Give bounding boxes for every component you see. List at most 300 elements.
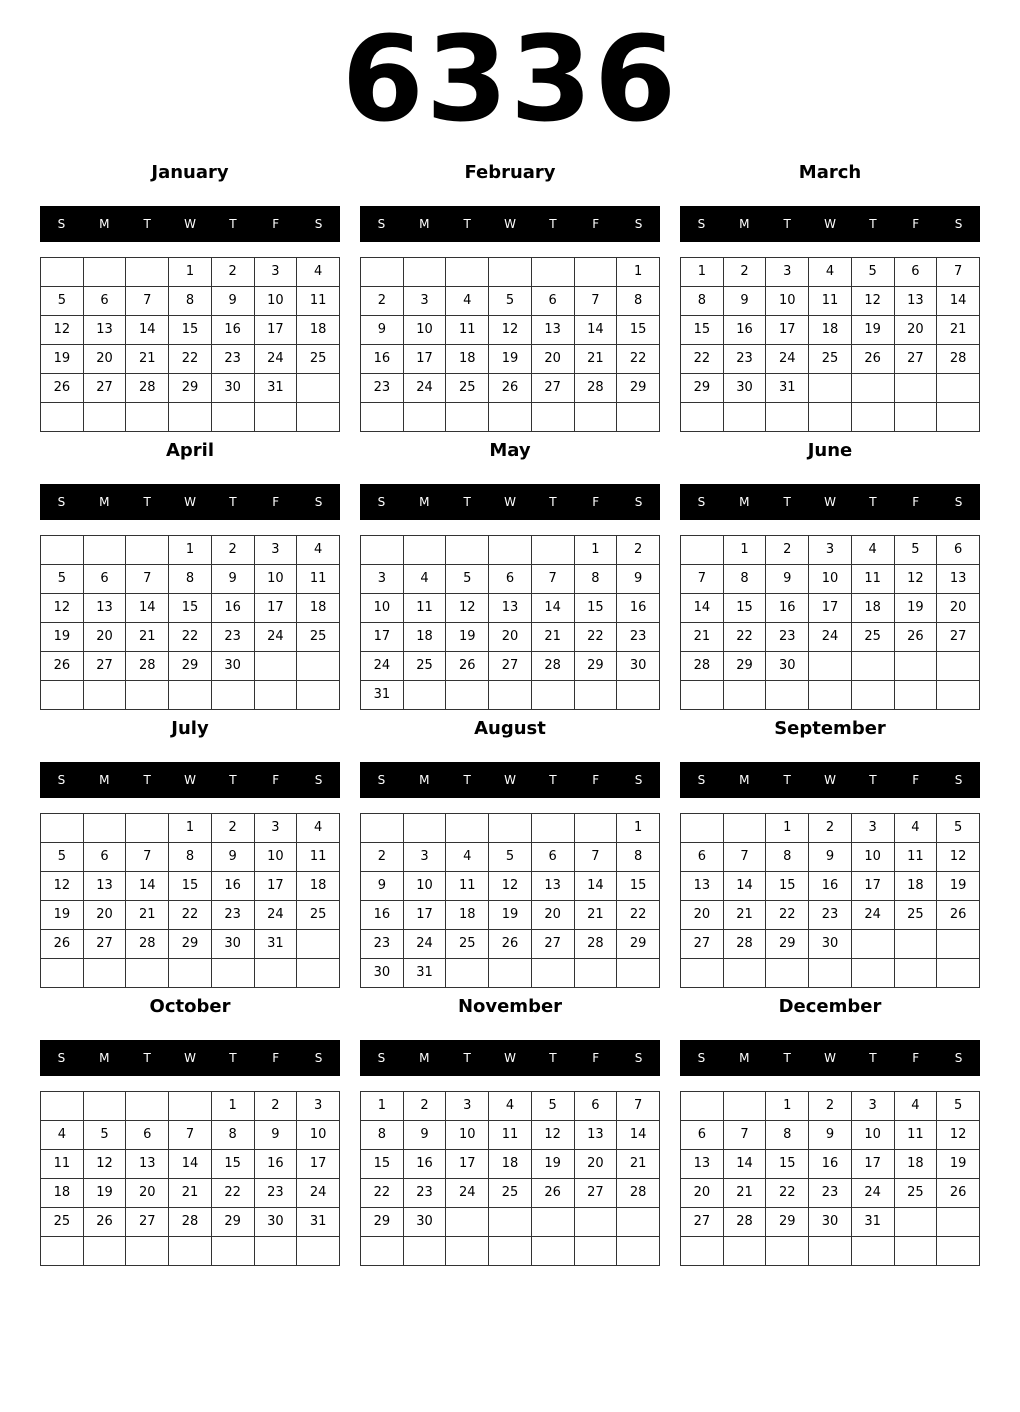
day-cell: 2 bbox=[211, 814, 254, 843]
day-cell: 5 bbox=[851, 258, 894, 287]
day-cell: 3 bbox=[403, 287, 446, 316]
day-cell: 7 bbox=[574, 287, 617, 316]
day-cell: 16 bbox=[809, 1150, 852, 1179]
day-cell: 8 bbox=[169, 843, 212, 872]
day-cell: 23 bbox=[723, 345, 766, 374]
day-cell: 11 bbox=[894, 1121, 937, 1150]
week-row bbox=[681, 287, 980, 316]
day-cell: 7 bbox=[681, 565, 724, 594]
day-cell: 30 bbox=[361, 959, 404, 988]
day-cell bbox=[531, 258, 574, 287]
week-row bbox=[361, 403, 660, 432]
day-cell bbox=[361, 403, 404, 432]
weekday-header bbox=[680, 762, 980, 798]
weekday-label: W bbox=[504, 217, 516, 231]
day-cell: 16 bbox=[617, 594, 660, 623]
day-cell bbox=[851, 652, 894, 681]
day-cell: 18 bbox=[297, 316, 340, 345]
day-cell bbox=[169, 403, 212, 432]
weekday-label: S bbox=[634, 495, 643, 509]
day-cell: 14 bbox=[126, 872, 169, 901]
month-name: January bbox=[151, 162, 229, 183]
day-cell: 24 bbox=[809, 623, 852, 652]
week-row bbox=[681, 1121, 980, 1150]
day-cell: 30 bbox=[211, 374, 254, 403]
day-cell: 21 bbox=[574, 345, 617, 374]
day-cell: 16 bbox=[211, 316, 254, 345]
day-cell: 16 bbox=[361, 345, 404, 374]
weekday-label: S bbox=[377, 217, 386, 231]
day-cell bbox=[41, 536, 84, 565]
month-name: November bbox=[457, 996, 563, 1017]
day-cell bbox=[169, 681, 212, 710]
day-cell bbox=[403, 403, 446, 432]
day-cell bbox=[83, 536, 126, 565]
day-cell bbox=[723, 959, 766, 988]
week-row bbox=[361, 843, 660, 872]
day-cell: 12 bbox=[83, 1150, 126, 1179]
day-cell: 13 bbox=[83, 316, 126, 345]
day-cell: 8 bbox=[617, 843, 660, 872]
day-cell: 31 bbox=[254, 374, 297, 403]
day-cell: 3 bbox=[361, 565, 404, 594]
day-cell: 4 bbox=[446, 843, 489, 872]
day-cell: 2 bbox=[809, 814, 852, 843]
day-cell: 23 bbox=[617, 623, 660, 652]
weekday-label: S bbox=[57, 1051, 66, 1065]
day-cell: 17 bbox=[851, 872, 894, 901]
weekday-header bbox=[40, 1040, 340, 1076]
day-cell: 4 bbox=[446, 287, 489, 316]
week-row bbox=[41, 1121, 340, 1150]
day-cell bbox=[574, 814, 617, 843]
day-cell: 24 bbox=[851, 1179, 894, 1208]
day-cell: 28 bbox=[574, 930, 617, 959]
day-cell: 4 bbox=[297, 258, 340, 287]
day-cell: 26 bbox=[83, 1208, 126, 1237]
day-cell: 10 bbox=[446, 1121, 489, 1150]
day-cell: 21 bbox=[617, 1150, 660, 1179]
day-cell: 19 bbox=[41, 623, 84, 652]
day-cell: 1 bbox=[766, 1092, 809, 1121]
week-row bbox=[681, 316, 980, 345]
week-row bbox=[41, 843, 340, 872]
day-cell: 21 bbox=[723, 1179, 766, 1208]
week-row bbox=[41, 287, 340, 316]
day-cell bbox=[489, 403, 532, 432]
day-cell: 3 bbox=[254, 536, 297, 565]
weekday-label: T bbox=[229, 1051, 237, 1065]
day-cell: 4 bbox=[851, 536, 894, 565]
day-cell bbox=[531, 1208, 574, 1237]
day-cell: 19 bbox=[531, 1150, 574, 1179]
day-cell bbox=[403, 258, 446, 287]
week-row bbox=[361, 374, 660, 403]
day-cell: 29 bbox=[681, 374, 724, 403]
weekday-label: W bbox=[504, 1051, 516, 1065]
weekday-label: W bbox=[504, 495, 516, 509]
weekday-header bbox=[360, 1040, 660, 1076]
day-cell bbox=[126, 1237, 169, 1266]
day-cell bbox=[403, 536, 446, 565]
weekday-label: T bbox=[869, 217, 877, 231]
day-cell bbox=[297, 374, 340, 403]
day-cell: 1 bbox=[169, 814, 212, 843]
weekday-label: T bbox=[143, 495, 151, 509]
day-cell: 11 bbox=[297, 287, 340, 316]
day-cell: 17 bbox=[446, 1150, 489, 1179]
day-cell: 13 bbox=[531, 872, 574, 901]
week-row bbox=[361, 1237, 660, 1266]
day-cell: 26 bbox=[41, 652, 84, 681]
day-cell: 5 bbox=[489, 843, 532, 872]
day-cell: 26 bbox=[937, 901, 980, 930]
day-cell: 18 bbox=[297, 872, 340, 901]
day-cell bbox=[617, 959, 660, 988]
week-row bbox=[681, 374, 980, 403]
day-cell: 10 bbox=[766, 287, 809, 316]
day-cell: 11 bbox=[297, 843, 340, 872]
day-grid bbox=[680, 813, 980, 988]
weekday-label: W bbox=[184, 217, 196, 231]
day-cell bbox=[937, 1208, 980, 1237]
weekday-header bbox=[360, 206, 660, 242]
day-cell: 10 bbox=[851, 843, 894, 872]
week-row bbox=[361, 959, 660, 988]
day-cell: 27 bbox=[937, 623, 980, 652]
day-cell: 3 bbox=[809, 536, 852, 565]
day-cell: 7 bbox=[126, 287, 169, 316]
day-cell: 26 bbox=[489, 374, 532, 403]
day-cell: 3 bbox=[254, 258, 297, 287]
week-row bbox=[41, 1150, 340, 1179]
day-cell: 21 bbox=[574, 901, 617, 930]
day-cell: 6 bbox=[83, 287, 126, 316]
day-cell bbox=[489, 1237, 532, 1266]
day-cell: 6 bbox=[83, 565, 126, 594]
week-row bbox=[681, 1092, 980, 1121]
day-cell bbox=[574, 258, 617, 287]
day-cell: 28 bbox=[723, 1208, 766, 1237]
day-cell: 25 bbox=[489, 1179, 532, 1208]
week-row bbox=[361, 287, 660, 316]
day-cell bbox=[937, 681, 980, 710]
day-cell: 1 bbox=[766, 814, 809, 843]
day-cell: 4 bbox=[809, 258, 852, 287]
week-row bbox=[681, 1179, 980, 1208]
day-cell: 31 bbox=[766, 374, 809, 403]
day-cell: 3 bbox=[851, 1092, 894, 1121]
weekday-label: S bbox=[377, 773, 386, 787]
day-cell: 26 bbox=[894, 623, 937, 652]
day-cell: 24 bbox=[851, 901, 894, 930]
day-cell: 20 bbox=[83, 623, 126, 652]
weekday-label: T bbox=[783, 773, 791, 787]
day-cell bbox=[254, 403, 297, 432]
week-row bbox=[41, 258, 340, 287]
day-cell: 5 bbox=[531, 1092, 574, 1121]
week-row bbox=[41, 536, 340, 565]
day-cell: 14 bbox=[681, 594, 724, 623]
week-row bbox=[681, 930, 980, 959]
day-cell: 8 bbox=[681, 287, 724, 316]
day-cell bbox=[41, 1237, 84, 1266]
week-row bbox=[681, 565, 980, 594]
day-cell: 13 bbox=[574, 1121, 617, 1150]
day-cell: 19 bbox=[489, 901, 532, 930]
day-cell: 9 bbox=[809, 843, 852, 872]
day-cell: 24 bbox=[297, 1179, 340, 1208]
day-cell: 14 bbox=[723, 1150, 766, 1179]
day-cell: 26 bbox=[937, 1179, 980, 1208]
day-cell: 28 bbox=[126, 652, 169, 681]
week-row bbox=[361, 345, 660, 374]
day-cell: 7 bbox=[723, 1121, 766, 1150]
day-cell: 23 bbox=[809, 1179, 852, 1208]
weekday-header bbox=[360, 762, 660, 798]
week-row bbox=[41, 1179, 340, 1208]
day-cell: 14 bbox=[531, 594, 574, 623]
day-cell: 23 bbox=[211, 901, 254, 930]
day-cell: 15 bbox=[211, 1150, 254, 1179]
day-cell: 3 bbox=[766, 258, 809, 287]
day-cell: 25 bbox=[894, 901, 937, 930]
weekday-label: S bbox=[314, 217, 323, 231]
day-cell: 20 bbox=[531, 345, 574, 374]
day-cell: 4 bbox=[489, 1092, 532, 1121]
day-cell: 13 bbox=[681, 872, 724, 901]
day-cell: 24 bbox=[403, 374, 446, 403]
weekday-label: F bbox=[592, 1051, 600, 1065]
day-cell: 29 bbox=[617, 374, 660, 403]
day-cell: 1 bbox=[617, 258, 660, 287]
weekday-label: T bbox=[143, 773, 151, 787]
day-cell: 29 bbox=[169, 374, 212, 403]
month-name: July bbox=[171, 718, 209, 739]
day-cell: 6 bbox=[894, 258, 937, 287]
week-row bbox=[681, 1237, 980, 1266]
day-cell bbox=[851, 403, 894, 432]
weekday-label: S bbox=[57, 773, 66, 787]
day-cell bbox=[851, 681, 894, 710]
day-cell: 28 bbox=[681, 652, 724, 681]
weekday-label: S bbox=[314, 495, 323, 509]
day-cell: 8 bbox=[766, 843, 809, 872]
weekday-label: W bbox=[824, 773, 836, 787]
day-cell: 29 bbox=[211, 1208, 254, 1237]
weekday-label: T bbox=[869, 495, 877, 509]
day-cell: 25 bbox=[446, 930, 489, 959]
weekday-label: F bbox=[272, 773, 280, 787]
day-cell bbox=[681, 959, 724, 988]
week-row bbox=[41, 652, 340, 681]
weekday-label: T bbox=[783, 1051, 791, 1065]
day-cell: 22 bbox=[723, 623, 766, 652]
day-cell bbox=[723, 1237, 766, 1266]
weekday-header bbox=[680, 484, 980, 520]
day-cell bbox=[809, 681, 852, 710]
day-cell: 25 bbox=[809, 345, 852, 374]
month-name: June bbox=[807, 440, 853, 461]
day-cell bbox=[169, 959, 212, 988]
day-cell: 5 bbox=[41, 843, 84, 872]
day-cell bbox=[254, 681, 297, 710]
day-cell: 21 bbox=[937, 316, 980, 345]
day-grid bbox=[360, 257, 660, 432]
month-name: May bbox=[489, 440, 531, 461]
day-cell bbox=[766, 403, 809, 432]
weekday-label: T bbox=[869, 1051, 877, 1065]
day-cell: 2 bbox=[766, 536, 809, 565]
day-cell: 6 bbox=[937, 536, 980, 565]
weekday-label: S bbox=[634, 773, 643, 787]
day-cell bbox=[126, 814, 169, 843]
day-cell: 17 bbox=[254, 872, 297, 901]
day-cell: 23 bbox=[809, 901, 852, 930]
day-cell: 21 bbox=[531, 623, 574, 652]
day-cell: 2 bbox=[211, 258, 254, 287]
day-cell: 21 bbox=[126, 623, 169, 652]
day-cell: 16 bbox=[361, 901, 404, 930]
week-row bbox=[681, 959, 980, 988]
day-cell: 11 bbox=[41, 1150, 84, 1179]
day-cell bbox=[617, 1237, 660, 1266]
day-cell bbox=[681, 681, 724, 710]
day-cell: 11 bbox=[446, 872, 489, 901]
day-cell: 27 bbox=[531, 930, 574, 959]
week-row bbox=[41, 901, 340, 930]
month-name: March bbox=[798, 162, 862, 183]
day-cell bbox=[41, 258, 84, 287]
day-cell: 31 bbox=[403, 959, 446, 988]
day-cell: 14 bbox=[126, 316, 169, 345]
month-name: December bbox=[778, 996, 882, 1017]
day-cell: 12 bbox=[937, 1121, 980, 1150]
day-cell: 24 bbox=[446, 1179, 489, 1208]
day-cell: 20 bbox=[83, 901, 126, 930]
day-cell bbox=[681, 1092, 724, 1121]
day-cell: 4 bbox=[41, 1121, 84, 1150]
day-cell bbox=[617, 1208, 660, 1237]
day-cell: 31 bbox=[851, 1208, 894, 1237]
day-cell bbox=[41, 403, 84, 432]
day-cell: 11 bbox=[489, 1121, 532, 1150]
day-cell: 22 bbox=[617, 345, 660, 374]
weekday-label: T bbox=[549, 773, 557, 787]
week-row bbox=[41, 959, 340, 988]
day-cell bbox=[446, 1237, 489, 1266]
day-cell: 27 bbox=[894, 345, 937, 374]
day-cell: 14 bbox=[574, 872, 617, 901]
day-cell: 2 bbox=[617, 536, 660, 565]
day-cell: 7 bbox=[937, 258, 980, 287]
week-row bbox=[41, 623, 340, 652]
weekday-label: W bbox=[184, 773, 196, 787]
day-cell: 30 bbox=[766, 652, 809, 681]
weekday-label: F bbox=[272, 1051, 280, 1065]
weekday-label: M bbox=[419, 773, 430, 787]
day-cell: 14 bbox=[723, 872, 766, 901]
day-cell: 11 bbox=[297, 565, 340, 594]
week-row bbox=[681, 901, 980, 930]
day-cell: 6 bbox=[126, 1121, 169, 1150]
day-cell: 5 bbox=[446, 565, 489, 594]
day-cell: 18 bbox=[851, 594, 894, 623]
day-cell bbox=[446, 681, 489, 710]
day-cell: 9 bbox=[211, 565, 254, 594]
day-cell: 19 bbox=[83, 1179, 126, 1208]
day-cell: 6 bbox=[531, 287, 574, 316]
day-cell: 22 bbox=[766, 1179, 809, 1208]
day-grid bbox=[40, 1091, 340, 1266]
day-cell: 28 bbox=[169, 1208, 212, 1237]
day-cell bbox=[937, 930, 980, 959]
day-cell: 14 bbox=[937, 287, 980, 316]
day-cell bbox=[681, 814, 724, 843]
week-row bbox=[361, 681, 660, 710]
day-cell: 15 bbox=[617, 316, 660, 345]
day-cell bbox=[723, 1092, 766, 1121]
day-cell: 31 bbox=[254, 930, 297, 959]
day-grid bbox=[40, 257, 340, 432]
day-cell bbox=[851, 959, 894, 988]
day-cell: 25 bbox=[446, 374, 489, 403]
day-cell: 20 bbox=[126, 1179, 169, 1208]
week-row bbox=[41, 403, 340, 432]
week-row bbox=[361, 652, 660, 681]
day-cell bbox=[851, 1237, 894, 1266]
day-cell bbox=[41, 681, 84, 710]
day-cell: 4 bbox=[894, 1092, 937, 1121]
year-title: 6336 bbox=[341, 10, 679, 148]
day-cell bbox=[361, 1237, 404, 1266]
day-cell: 18 bbox=[446, 345, 489, 374]
day-cell: 25 bbox=[851, 623, 894, 652]
day-cell bbox=[851, 930, 894, 959]
day-cell: 29 bbox=[723, 652, 766, 681]
day-grid bbox=[680, 257, 980, 432]
day-cell: 29 bbox=[169, 930, 212, 959]
day-cell: 15 bbox=[361, 1150, 404, 1179]
day-cell: 12 bbox=[851, 287, 894, 316]
day-cell: 22 bbox=[169, 345, 212, 374]
day-cell: 9 bbox=[254, 1121, 297, 1150]
day-cell bbox=[126, 681, 169, 710]
day-cell: 8 bbox=[169, 565, 212, 594]
weekday-label: W bbox=[504, 773, 516, 787]
day-cell bbox=[489, 681, 532, 710]
month-name: February bbox=[464, 162, 556, 183]
weekday-label: T bbox=[463, 773, 471, 787]
day-cell: 30 bbox=[211, 930, 254, 959]
weekday-header bbox=[40, 762, 340, 798]
weekday-label: F bbox=[912, 495, 920, 509]
day-cell: 22 bbox=[169, 623, 212, 652]
day-cell: 25 bbox=[41, 1208, 84, 1237]
day-cell: 27 bbox=[574, 1179, 617, 1208]
week-row bbox=[41, 930, 340, 959]
day-cell: 1 bbox=[574, 536, 617, 565]
day-cell: 20 bbox=[937, 594, 980, 623]
day-cell: 11 bbox=[809, 287, 852, 316]
day-cell bbox=[531, 959, 574, 988]
weekday-label: T bbox=[783, 217, 791, 231]
day-cell bbox=[446, 959, 489, 988]
weekday-label: T bbox=[549, 1051, 557, 1065]
day-cell: 17 bbox=[851, 1150, 894, 1179]
day-cell: 23 bbox=[254, 1179, 297, 1208]
day-cell: 11 bbox=[446, 316, 489, 345]
